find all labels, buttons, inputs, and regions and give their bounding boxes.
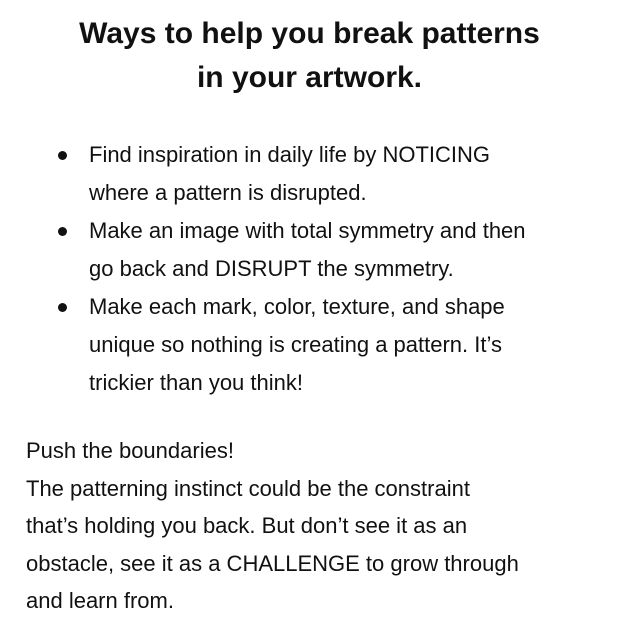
- tip-line: where a pattern is disrupted.: [89, 180, 367, 205]
- bullet-icon: [58, 303, 67, 312]
- tip-item-1: [54, 136, 599, 212]
- closing-line: The patterning instinct could be the constraint: [26, 475, 470, 501]
- tip-line: Make each mark, color, texture, and shape: [89, 294, 505, 319]
- tip-line: Make an image with total symmetry and then: [89, 218, 526, 243]
- closing-line: obstacle, see it as a CHALLENGE to grow through: [26, 550, 519, 576]
- tip-line: unique so nothing is creating a pattern. It’s: [89, 332, 502, 357]
- title-line-1: Ways to help you break patterns: [79, 17, 540, 50]
- title-line-2: in your artwork.: [196, 61, 423, 94]
- closing-line: that’s holding you back. But don’t see it as an: [26, 513, 468, 538]
- closing-line: and learn from.: [26, 588, 174, 613]
- tip-item-3: [54, 288, 599, 402]
- bullet-icon: [58, 151, 67, 160]
- closing-paragraph: [26, 432, 606, 620]
- closing-line: Push the boundaries!: [26, 438, 234, 463]
- tips-list: [54, 136, 599, 402]
- tip-line: go back and DISRUPT the symmetry.: [89, 256, 454, 281]
- tip-item-2: [54, 212, 599, 288]
- page-title: [0, 12, 619, 100]
- tip-line: Find inspiration in daily life by NOTICING: [89, 142, 491, 167]
- bullet-icon: [58, 227, 67, 236]
- tip-line: trickier than you think!: [89, 370, 303, 395]
